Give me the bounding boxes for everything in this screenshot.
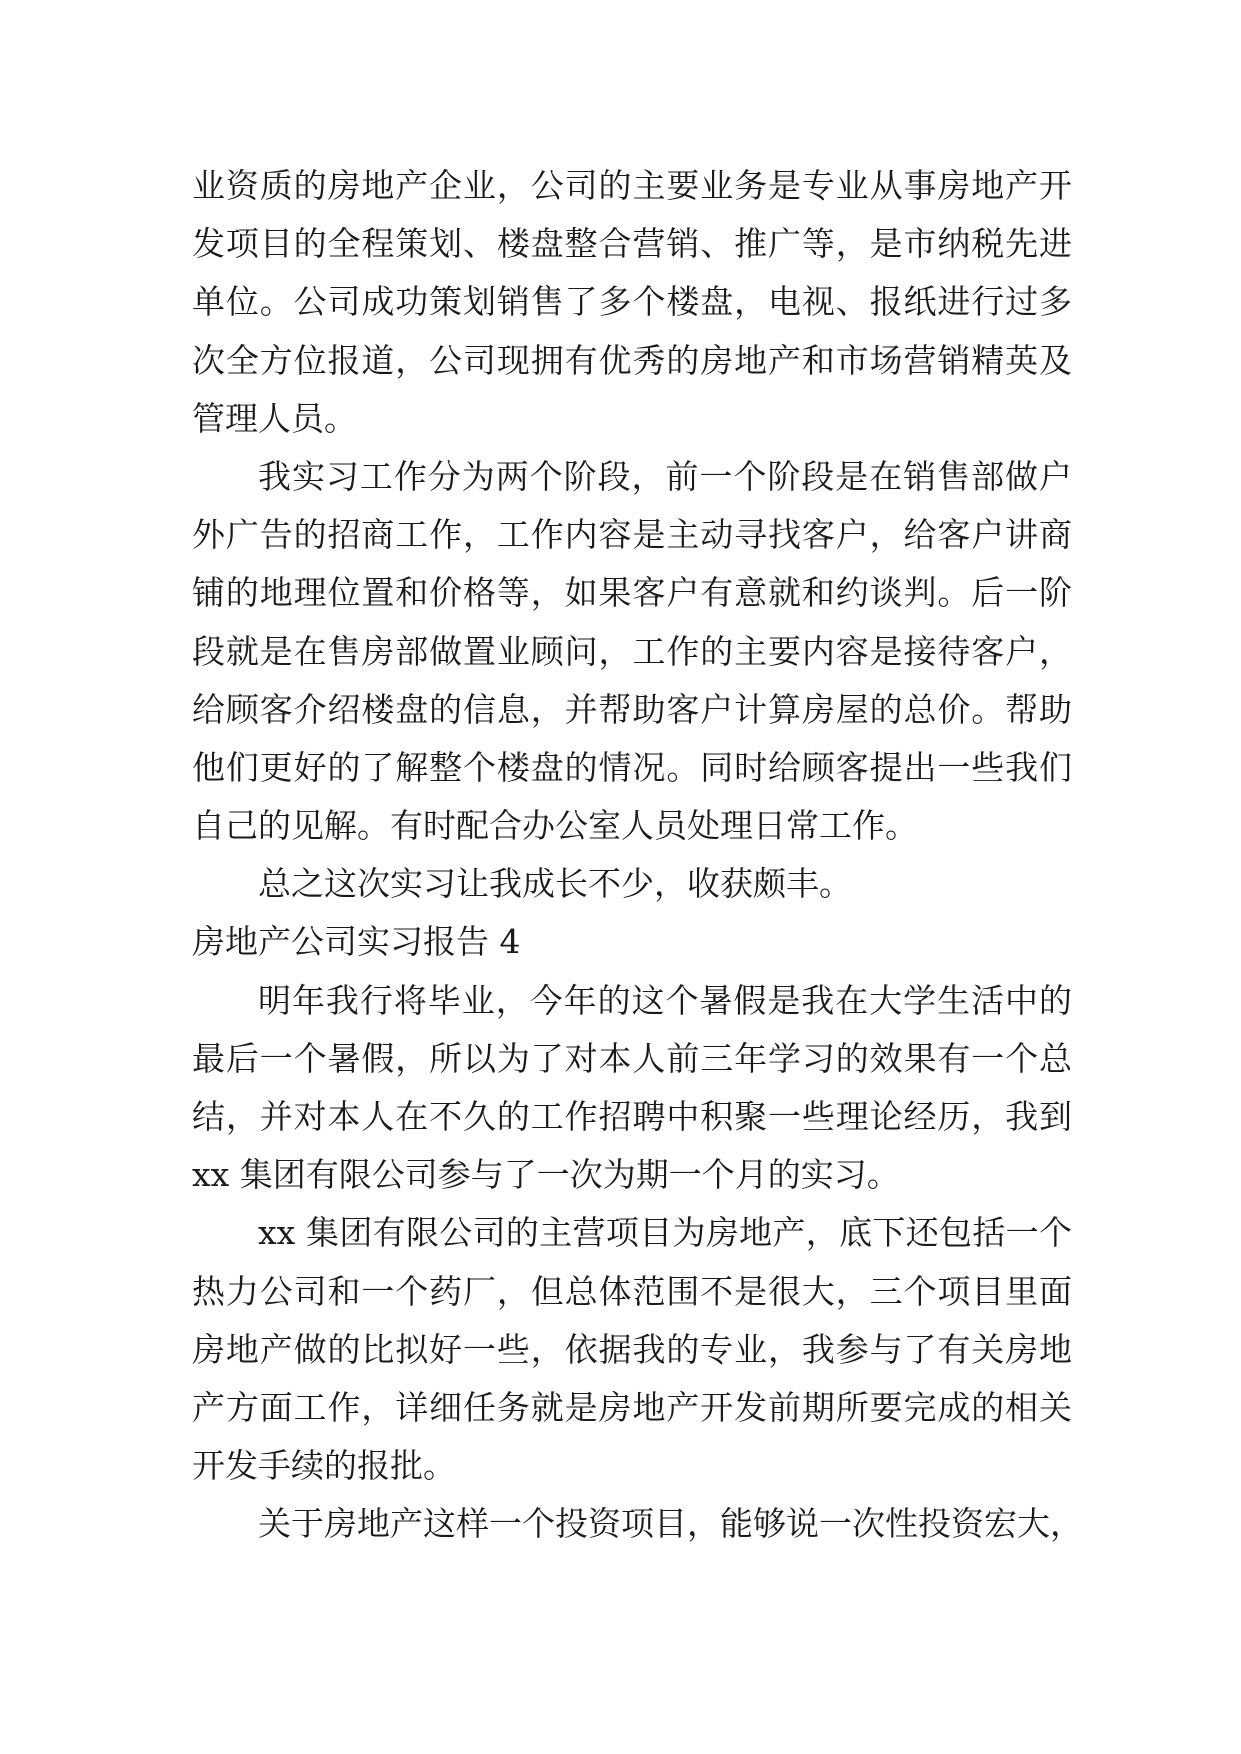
paragraph-line: 给顾客介绍楼盘的信息，并帮助客户计算房屋的总价。帮助 (192, 689, 1072, 729)
paragraph-line: 产方面工作，详细任务就是房地产开发前期所要完成的相关 (192, 1387, 1072, 1427)
paragraph-line: 我实习工作分为两个阶段，前一个阶段是在销售部做户 (258, 456, 1072, 496)
paragraph-line: 铺的地理位置和价格等，如果客户有意就和约谈判。后一阶 (192, 573, 1072, 613)
paragraph-line: 外广告的招商工作，工作内容是主动寻找客户，给客户讲商 (192, 515, 1072, 555)
paragraph-line: 单位。公司成功策划销售了多个楼盘，电视、报纸进行过多 (192, 282, 1072, 322)
paragraph-line: 次全方位报道，公司现拥有优秀的房地产和市场营销精英及 (192, 340, 1072, 380)
paragraph-line: xx 集团有限公司的主营项目为房地产，底下还包括一个 (258, 1213, 1072, 1253)
paragraph-line: 房地产做的比拟好一些，依据我的专业，我参与了有关房地 (192, 1329, 1072, 1369)
paragraph-line: 开发手续的报批。 (192, 1446, 456, 1486)
paragraph-line: 自己的见解。有时配合办公室人员处理日常工作。 (192, 806, 918, 846)
paragraph-line: 结，并对本人在不久的工作招聘中积聚一些理论经历，我到 (192, 1097, 1072, 1136)
paragraph-line: 业资质的房地产企业，公司的主要业务是专业从事房地产开 (192, 166, 1072, 205)
paragraph-line: 总之这次实习让我成长不少，收获颇丰。 (258, 864, 852, 904)
paragraph-line: 发项目的全程策划、楼盘整合营销、推广等，是市纳税先进 (192, 224, 1072, 264)
paragraph-line: 明年我行将毕业，今年的这个暑假是我在大学生活中的 (258, 980, 1072, 1020)
paragraph-line: 他们更好的了解整个楼盘的情况。同时给顾客提出一些我们 (192, 747, 1072, 787)
paragraph-line: 最后一个暑假，所以为了对本人前三年学习的效果有一个总 (192, 1038, 1072, 1078)
document-body (192, 157, 1083, 1554)
paragraph-line: 热力公司和一个药厂，但总体范围不是很大，三个项目里面 (192, 1271, 1072, 1311)
paragraph-line: 关于房地产这样一个投资项目，能够说一次性投资宏大， (258, 1504, 1083, 1544)
section-heading: 房地产公司实习报告 4 (192, 922, 521, 962)
paragraph-line: 段就是在售房部做置业顾问，工作的主要内容是接待客户， (192, 631, 1072, 671)
paragraph-line: xx 集团有限公司参与了一次为期一个月的实习。 (192, 1155, 900, 1195)
paragraph-line: 管理人员。 (192, 398, 357, 438)
